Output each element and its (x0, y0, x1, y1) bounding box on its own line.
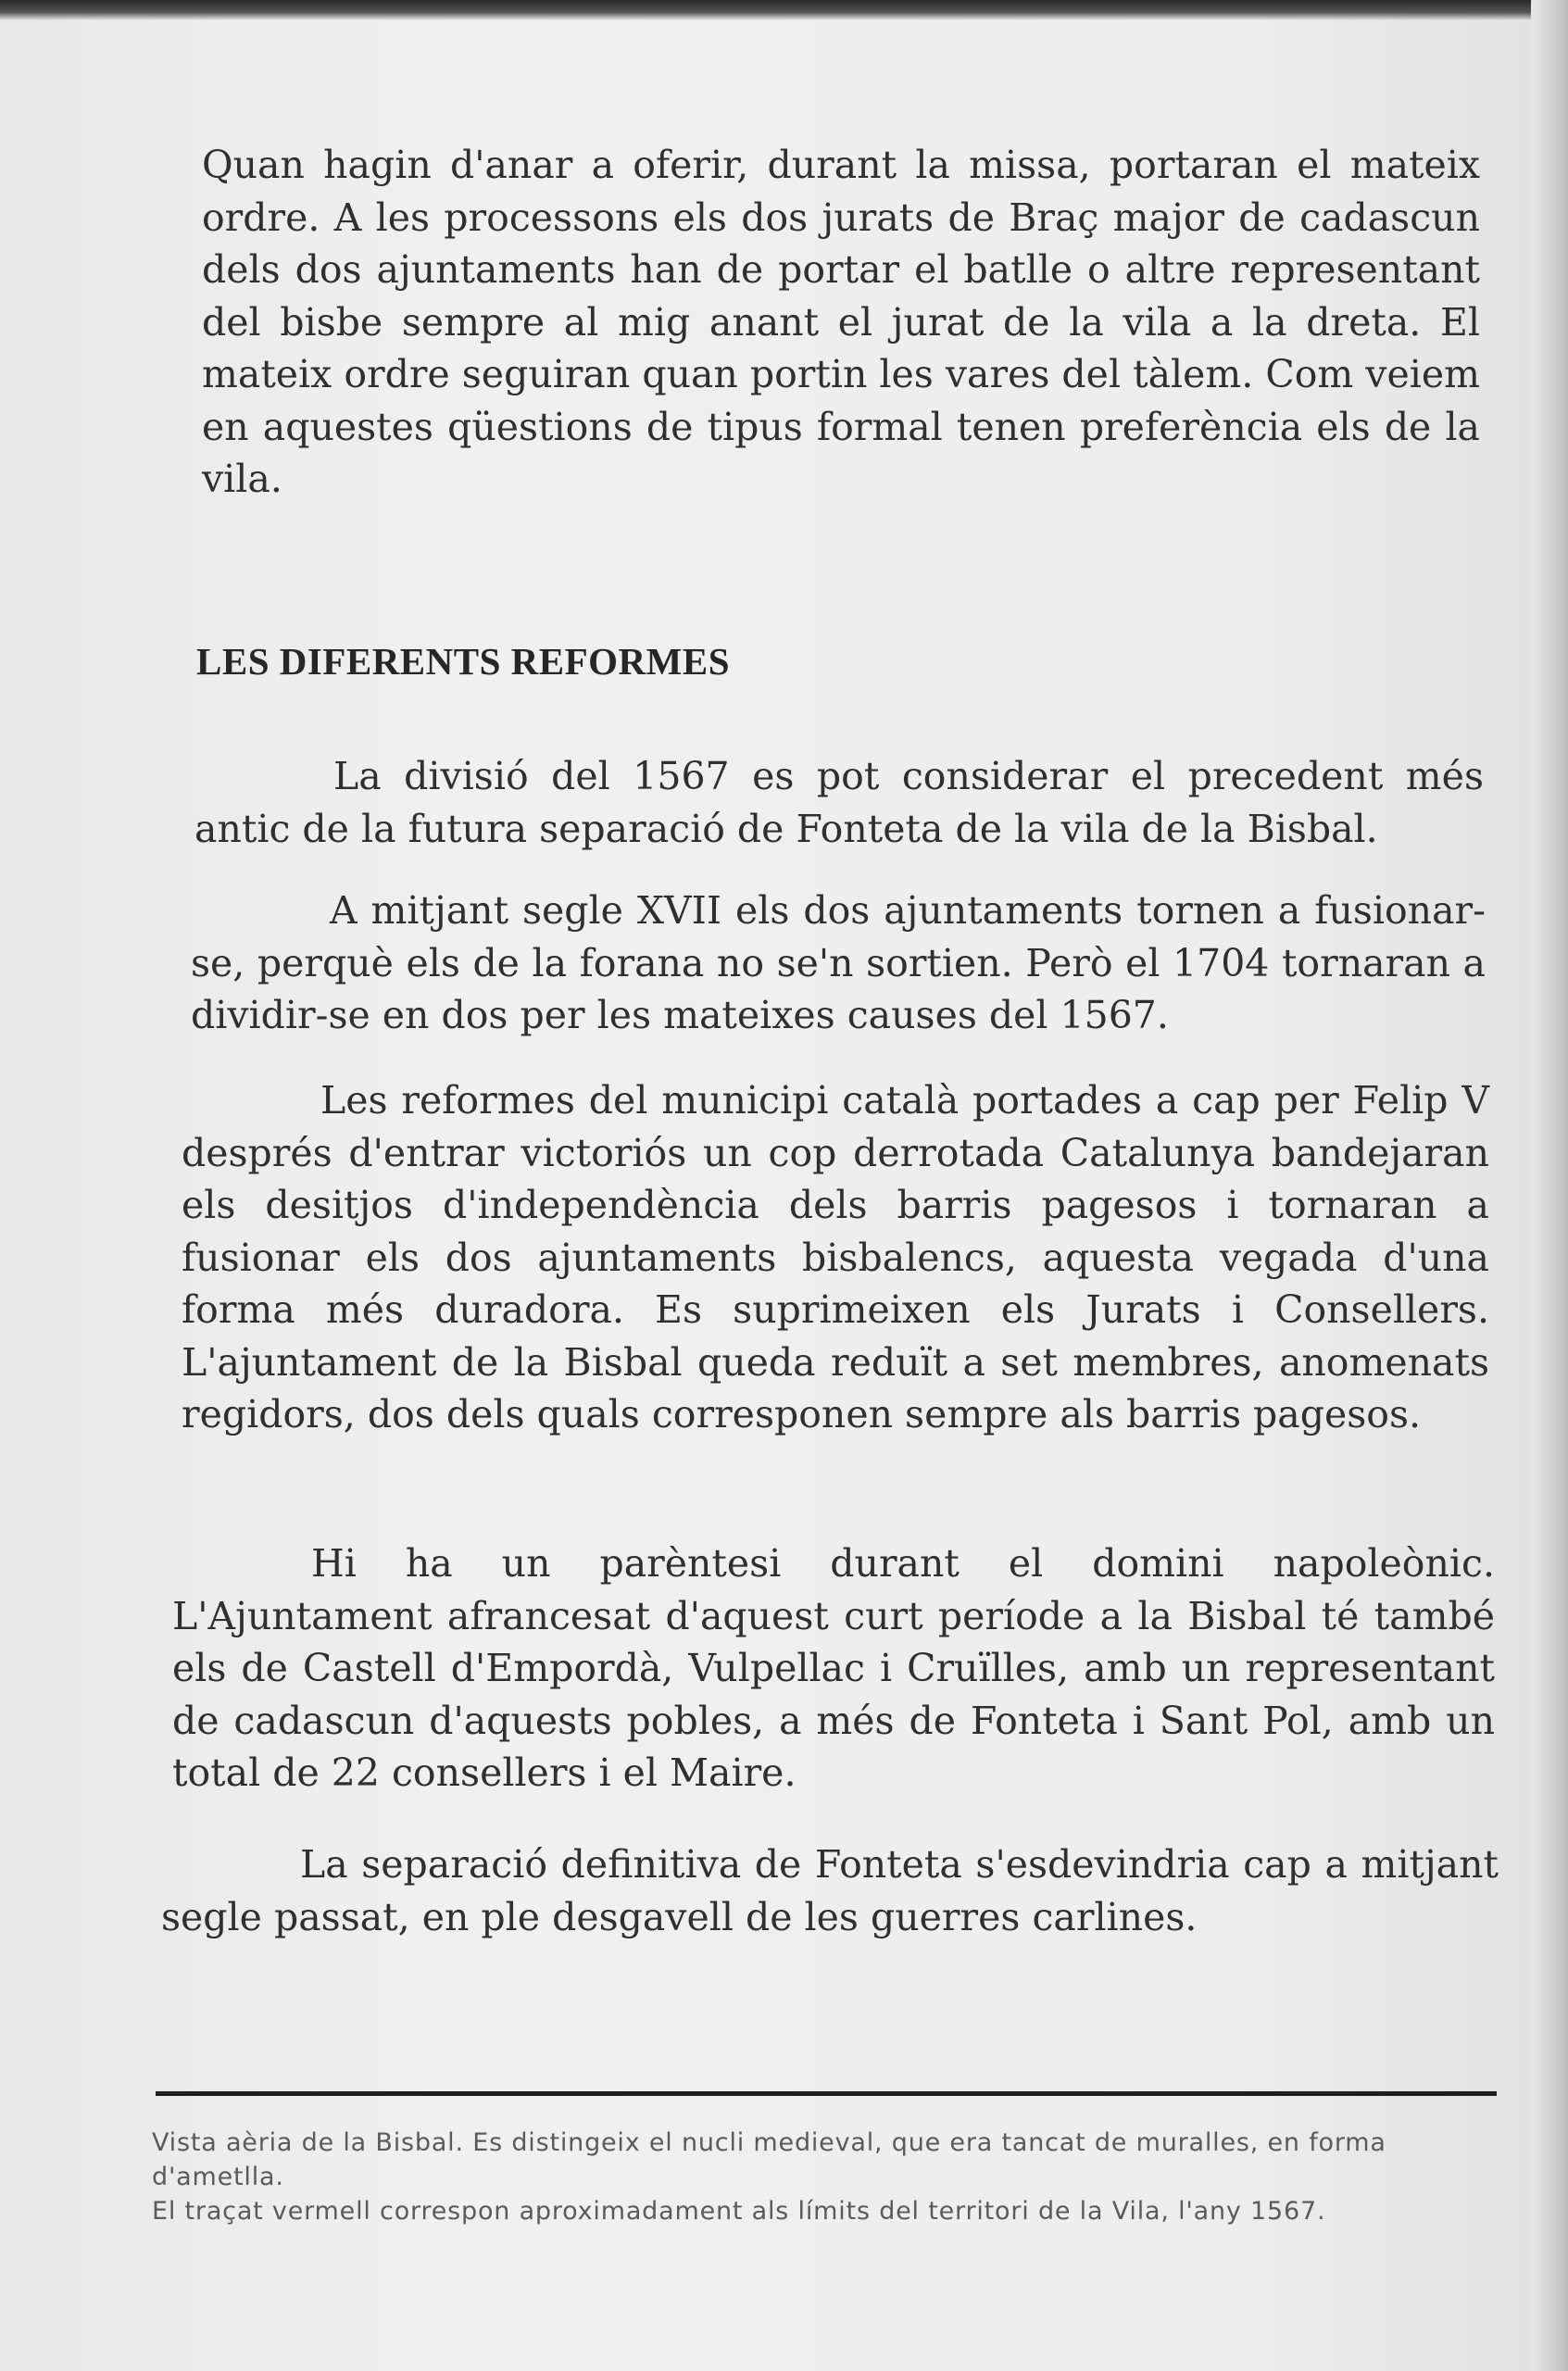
intro-paragraph: Quan hagin d'anar a oferir, durant la missa, portaran el mateix ordre. A les processons els dos jurats de Braç major de cadascun dels dos ajuntaments han de portar el batlle o altre representant del bisbe sempre al mig anant el jurat de la vila a la dreta. El mateix ordre seguiran quan portin les vares del tàlem. Com veiem en aquestes qüestions de tipus formal tenen preferència els de la vila. (202, 143, 1480, 501)
page-edge-shadow (1531, 0, 1568, 2371)
body-paragraph-3: Les reformes del municipi català portades a cap per Felip V després d'entrar victoriós un cop derrotada Catalunya bandejaran els desitjos d'independència dels barris pagesos i tornaran a fusionar els dos ajuntaments bisbalencs, aquesta vegada d'una forma més duradora. Es suprimeixen els Jurats i Consellers. L'ajuntament de la Bisbal queda reduït a set membres, anomenats regidors, dos dels quals corresponen sempre als barris pagesos. (182, 1078, 1489, 1436)
caption-line-2: El traçat vermell correspon aproximadament als límits del territori de la Vila, l'any 1567. (152, 2197, 1326, 2226)
caption-line-1: Vista aèria de la Bisbal. Es distingeix el nucli medieval, que era tancat de muralles, en forma d'ametlla. (152, 2128, 1386, 2191)
book-top-edge (0, 0, 1568, 20)
body-paragraph-1: La divisió del 1567 es pot considerar el precedent més antic de la futura separació de Fonteta de la vila de la Bisbal. (194, 754, 1484, 851)
figure-caption (152, 2126, 1504, 2228)
body-paragraph-2: A mitjant segle XVII els dos ajuntaments tornen a fusionar-se, perquè els de la forana no se'n sortien. Però el 1704 tornaran a dividir-se en dos per les mateixes causes del 1567. (191, 888, 1486, 1037)
body-paragraph-4: Hi ha un parèntesi durant el domini napoleònic. L'Ajuntament afrancesat d'aquest curt període a la Bisbal té també els de Castell d'Empordà, Vulpellac i Cruïlles, amb un representant de cadascun d'aquests pobles, a més de Fonteta i Sant Pol, amb un total de 22 consellers i el Maire. (172, 1541, 1495, 1795)
section-heading: LES DIFERENTS REFORMES (196, 640, 731, 683)
caption-divider (156, 2091, 1497, 2096)
body-paragraph-5: La separació definitiva de Fonteta s'esdevindria cap a mitjant segle passat, en ple desgavell de les guerres carlines. (161, 1842, 1499, 1939)
